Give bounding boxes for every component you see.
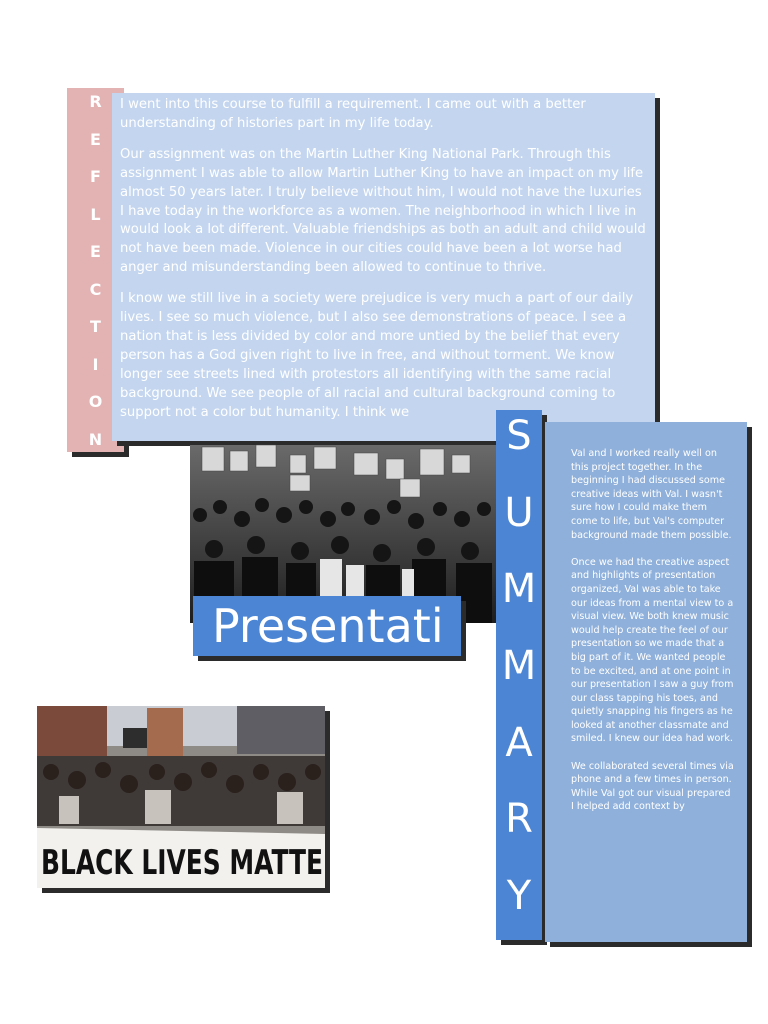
summary-letter: U [504,489,534,536]
reflection-letter: F [90,167,101,187]
reflection-paragraph: I know we still live in a society were prejudice is very much a part of our daily lives. I see so much violence, but I also see demonstrations of peace. I see a nation that is less divided by color and more untied by the belief that every person has a God given right to live in free, and without torment. We know longer see streets lined with protestors all identifying with the same racial background. We see people of all racial and cultural background coming to support not a color but humanity. I think we [120,291,634,420]
summary-paragraph: Once we had the creative aspect and highlights of presentation organized, Val was able to take our ideas from a mental view to a visual view. We both knew music would help create the feel of our presentation so we made that a big part of it. We wanted people to be excited, and at one point in our presentation I saw a guy from our class tapping his toes, and quietly snapping his fingers as he looked at another classmate and smiled. I knew our idea had work. [571,556,734,745]
reflection-paragraph: I went into this course to fulfill a requirement. I came out with a better understanding of histories part in my life today. [120,97,586,131]
reflection-letter: O [88,392,103,412]
summary-letter: M [501,642,537,689]
summary-letter: Y [506,872,532,919]
reflection-letter: L [90,204,101,224]
summary-letter: S [506,413,532,459]
black-lives-matter-march-photo [37,706,325,888]
reflection-letter: C [89,279,102,299]
reflection-text-panel [112,93,655,441]
reflection-paragraph: Our assignment was on the Martin Luther King National Park. Through this assignment I was able to allow Martin Luther King to have an impact on my life almost 50 years later. I truly believe without him, I would not have the luxuries I have today in the workforce as a women. The neighborhood in which I live in would look a lot different. Valuable friendships as both an adult and child would not have been made. Violence in our cities could have been a lot worse had anger and misunderstanding been allowed to continue to thrive. [120,146,646,276]
blm-banner-text: BLACK LIVES MATTE [41,843,323,883]
summary-vertical-heading [496,410,542,940]
reflection-letter: E [90,242,101,262]
presentation-title: Presentati [193,596,461,656]
reflection-letter: R [89,92,102,111]
summary-paragraph: Val and I worked really well on this project together. In the beginning I had discussed some creative ideas with Val. I wasn't sure how I could make them come to life, but Val's computer background made them possible. [571,448,732,541]
summary-letter: R [505,796,533,843]
summary-letter: A [505,719,533,766]
reflection-letter: I [92,354,99,374]
summary-paragraph: We collaborated several times via phone and a few times in person. While Val got our visual prepared I helped add context by [571,760,734,813]
summary-letter: M [501,566,537,613]
reflection-letter: T [90,317,101,337]
reflection-letter: N [88,429,103,449]
reflection-letter: E [90,129,101,149]
summary-text-panel [545,422,747,942]
